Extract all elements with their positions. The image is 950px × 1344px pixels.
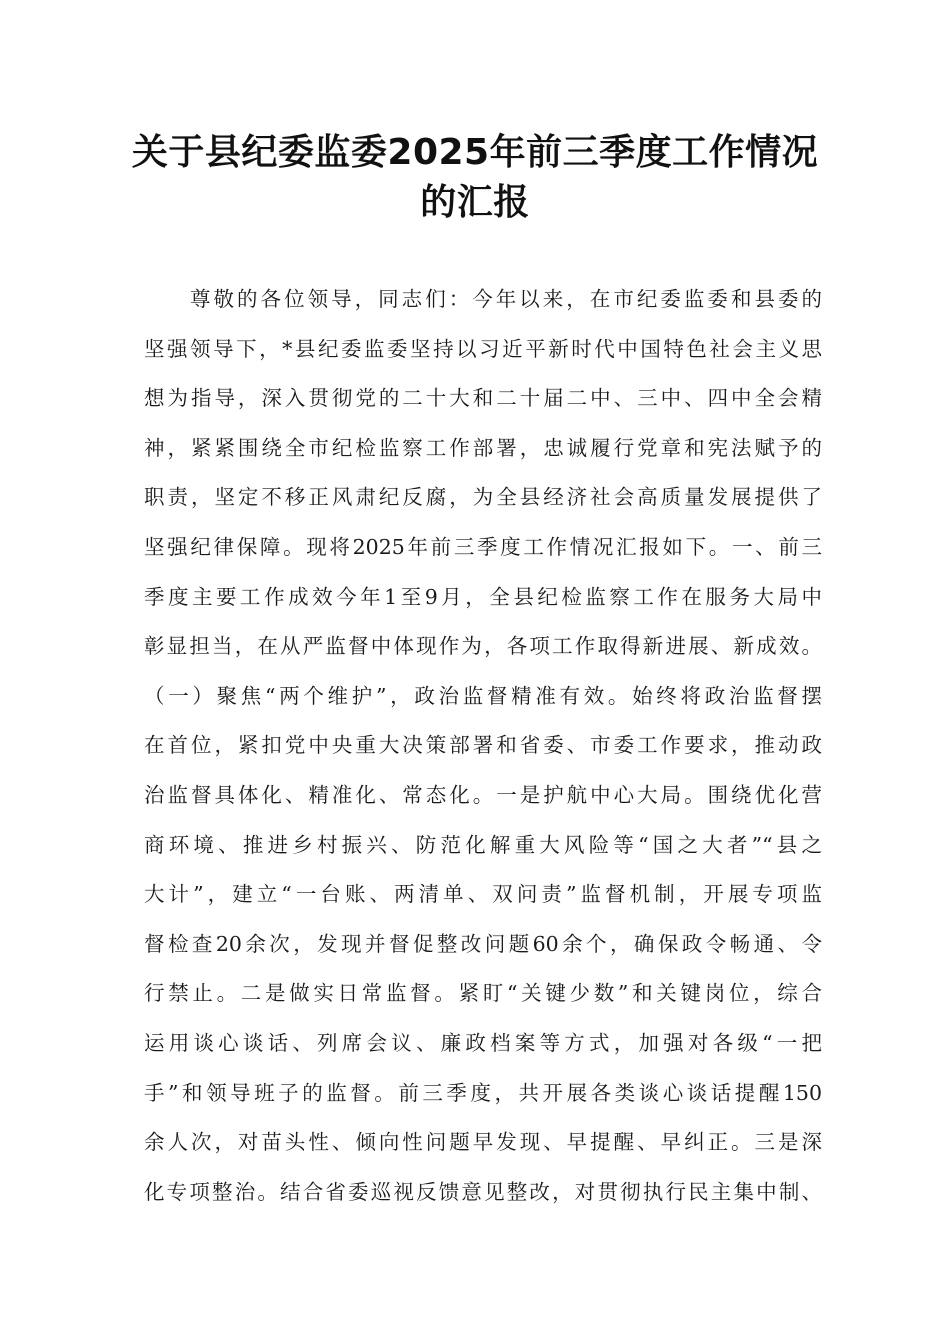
document-title bbox=[120, 128, 830, 228]
body-line: 督检查20余次，发现并督促整改问题60余个，确保政令畅通、令 bbox=[144, 931, 822, 956]
body-line: 季度主要工作成效今年1至9月，全县纪检监察工作在服务大局中 bbox=[144, 584, 822, 609]
body-line: 余人次，对苗头性、倾向性问题早发现、早提醒、早纠正。三是深 bbox=[144, 1130, 822, 1155]
title-line-1: 关于县纪委监委2025年前三季度工作情况 bbox=[131, 132, 819, 173]
body-line: 尊敬的各位领导，同志们：今年以来，在市纪委监委和县委的 bbox=[190, 287, 822, 311]
document-body bbox=[144, 284, 822, 1226]
body-line: 想为指导，深入贯彻党的二十大和二十届二中、三中、四中全会精 bbox=[144, 386, 822, 411]
body-line: 职责，坚定不移正风肃纪反腐，为全县经济社会高质量发展提供了 bbox=[144, 485, 822, 510]
body-line: 在首位，紧扣党中央重大决策部署和省委、市委工作要求，推动政 bbox=[144, 733, 822, 758]
body-line: 坚强领导下，*县纪委监委坚持以习近平新时代中国特色社会主义思 bbox=[144, 336, 822, 361]
body-line: （一）聚焦“两个维护”，政治监督精准有效。始终将政治监督摆 bbox=[144, 683, 822, 708]
body-line: 坚强纪律保障。现将2025年前三季度工作情况汇报如下。一、前三 bbox=[144, 534, 822, 559]
body-line: 手”和领导班子的监督。前三季度，共开展各类谈心谈话提醒150 bbox=[144, 1080, 822, 1105]
body-line: 大计”，建立“一台账、两清单、双问责”监督机制，开展专项监 bbox=[144, 882, 822, 907]
body-line: 神，紧紧围绕全市纪检监察工作部署，忠诚履行党章和宪法赋予的 bbox=[144, 435, 822, 460]
body-line: 化专项整治。结合省委巡视反馈意见整改，对贯彻执行民主集中制、 bbox=[144, 1179, 822, 1204]
body-line: 运用谈心谈话、列席会议、廉政档案等方式，加强对各级“一把 bbox=[144, 1030, 822, 1055]
body-line: 治监督具体化、精准化、常态化。一是护航中心大局。围绕优化营 bbox=[144, 782, 822, 807]
body-line: 商环境、推进乡村振兴、防范化解重大风险等“国之大者”“县之 bbox=[144, 832, 822, 857]
body-line: 行禁止。二是做实日常监督。紧盯“关键少数”和关键岗位，综合 bbox=[144, 981, 822, 1006]
body-line: 彰显担当，在从严监督中体现作为，各项工作取得新进展、新成效。 bbox=[144, 634, 822, 659]
title-line-2: 的汇报 bbox=[420, 182, 530, 223]
